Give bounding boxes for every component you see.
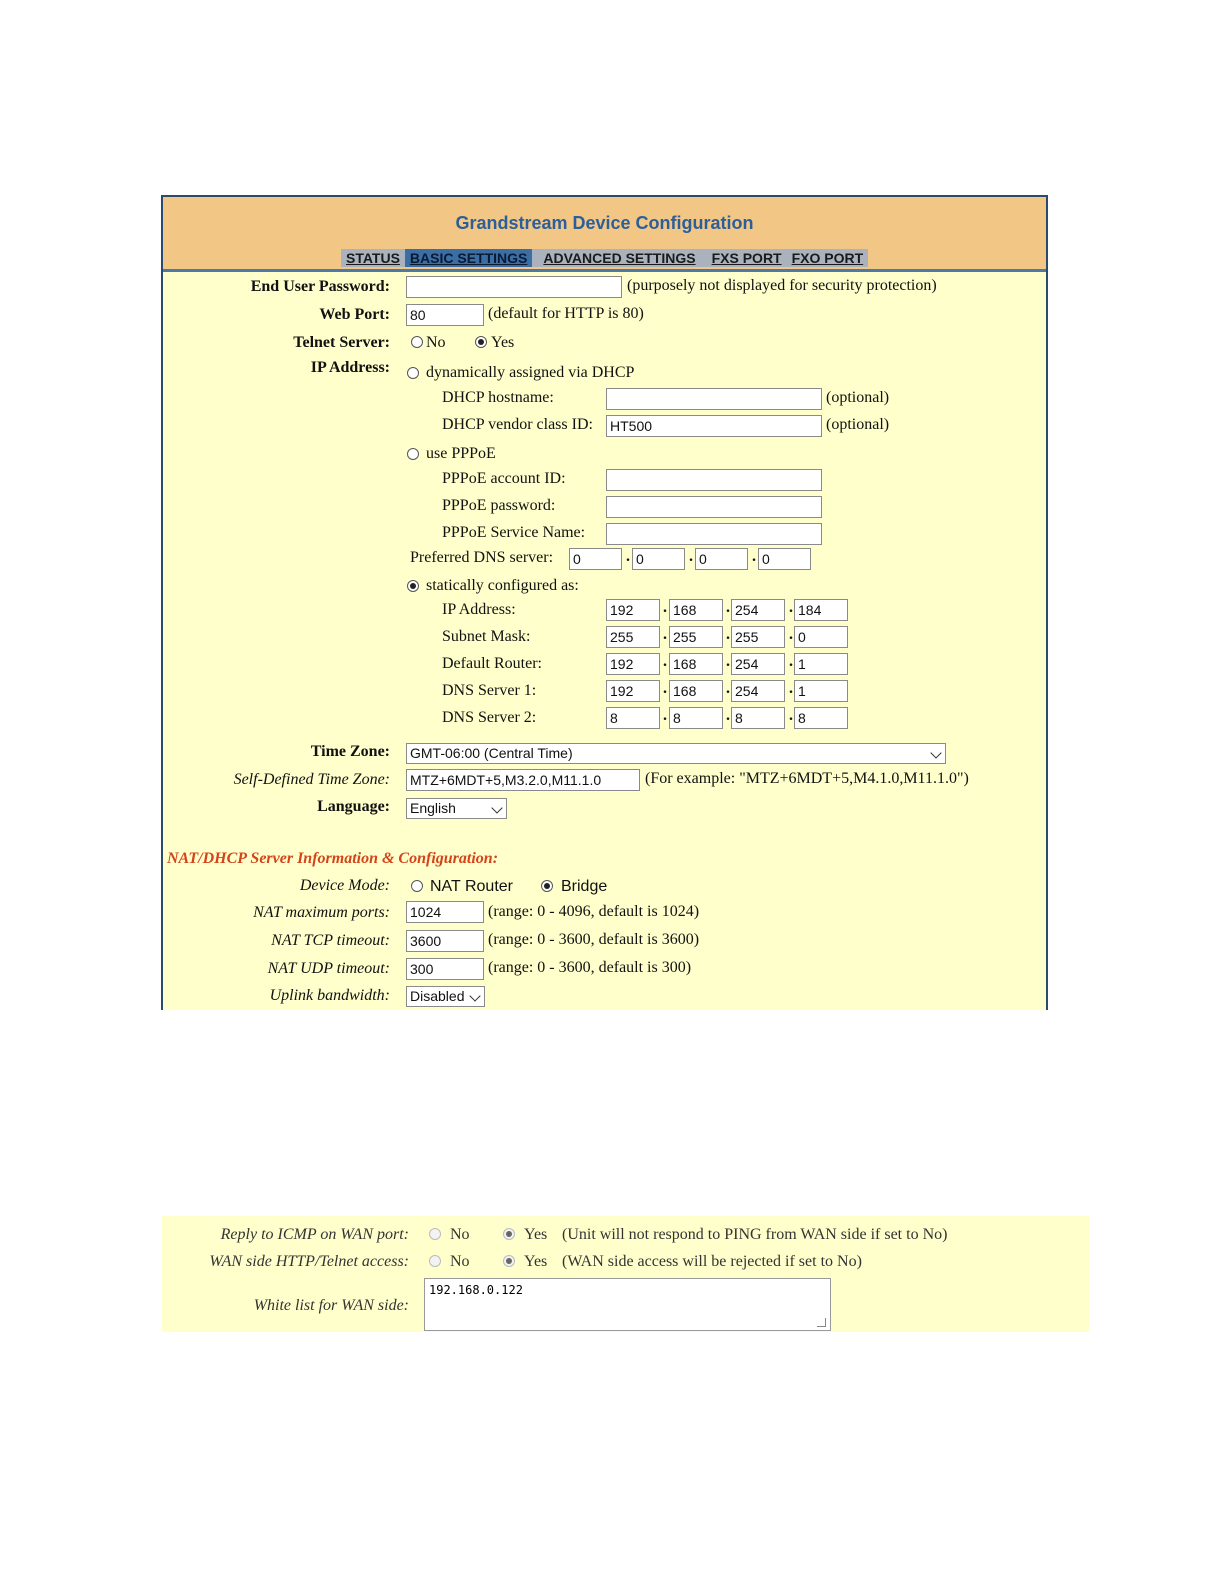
octet-separator: .	[789, 680, 793, 697]
dns1-octet-4[interactable]	[794, 680, 848, 702]
subnet-octet-4[interactable]	[794, 626, 848, 648]
timezone-label: Time Zone:	[310, 743, 390, 760]
uplink-select[interactable]	[406, 986, 485, 1007]
telnet-no-radio[interactable]	[411, 336, 423, 348]
nav-tabs	[341, 249, 868, 267]
tab-status[interactable]: STATUS	[346, 250, 400, 266]
wan-access-no-label: No	[450, 1253, 470, 1270]
pppoe-radio[interactable]	[407, 448, 419, 460]
self-tz-label: Self-Defined Time Zone:	[233, 771, 390, 788]
dhcp-hostname-note: (optional)	[826, 389, 890, 406]
web-port-label: Web Port:	[319, 306, 390, 323]
telnet-no-label: No	[426, 334, 446, 351]
wan-access-note: (WAN side access will be rejected if set to No)	[562, 1253, 862, 1270]
static-ip-octet-1[interactable]	[606, 599, 660, 621]
web-port-note: (default for HTTP is 80)	[488, 305, 644, 322]
icmp-no-label: No	[450, 1226, 470, 1243]
telnet-yes-label: Yes	[491, 334, 515, 351]
icmp-label: Reply to ICMP on WAN port:	[220, 1226, 409, 1243]
static-ip-label: IP Address:	[442, 601, 516, 618]
subnet-octet-3[interactable]	[731, 626, 785, 648]
octet-separator: .	[726, 599, 730, 616]
nat-max-ports-label: NAT maximum ports:	[253, 904, 390, 921]
octet-separator: .	[726, 653, 730, 670]
preferred-dns-octet-4[interactable]	[758, 548, 811, 570]
dns2-octet-1[interactable]	[606, 707, 660, 729]
header-bar	[163, 197, 1046, 272]
timezone-value: GMT-06:00 (Central Time)	[410, 745, 573, 761]
dhcp-vendor-field[interactable]	[606, 415, 822, 437]
preferred-dns-octet-2[interactable]	[632, 548, 685, 570]
uplink-value: Disabled	[410, 988, 465, 1004]
static-label: statically configured as:	[426, 577, 579, 594]
password-field[interactable]	[406, 276, 622, 298]
whitelist-label: White list for WAN side:	[253, 1297, 409, 1314]
octet-separator: .	[663, 680, 667, 697]
subnet-octet-2[interactable]	[669, 626, 723, 648]
icmp-no-radio[interactable]	[429, 1228, 441, 1240]
language-value: English	[410, 800, 456, 816]
pppoe-label: use PPPoE	[426, 445, 496, 462]
dhcp-vendor-note: (optional)	[826, 416, 890, 433]
dhcp-vendor-label: DHCP vendor class ID:	[442, 416, 593, 433]
pppoe-account-field[interactable]	[606, 469, 822, 491]
password-label: End User Password:	[250, 278, 390, 295]
preferred-dns-label: Preferred DNS server:	[410, 549, 554, 566]
octet-separator: .	[663, 707, 667, 724]
router-octet-2[interactable]	[669, 653, 723, 675]
chevron-down-icon	[491, 802, 502, 813]
nat-tcp-note: (range: 0 - 3600, default is 3600)	[488, 931, 700, 948]
nat-router-label: NAT Router	[430, 878, 513, 895]
octet-separator: .	[663, 653, 667, 670]
chevron-down-icon	[930, 747, 941, 758]
uplink-label: Uplink bandwidth:	[269, 987, 390, 1004]
static-ip-octet-2[interactable]	[669, 599, 723, 621]
dhcp-label: dynamically assigned via DHCP	[426, 364, 635, 381]
octet-separator: .	[663, 599, 667, 616]
router-octet-3[interactable]	[731, 653, 785, 675]
wan-panel	[162, 1216, 1089, 1332]
telnet-label: Telnet Server:	[293, 334, 390, 351]
octet-separator: .	[726, 680, 730, 697]
config-panel	[161, 195, 1048, 1010]
dns2-label: DNS Server 2:	[442, 709, 537, 726]
tab-basic-settings[interactable]: BASIC SETTINGS	[405, 249, 532, 267]
self-tz-note: (For example: "MTZ+6MDT+5,M4.1.0,M11.1.0")	[645, 770, 969, 787]
dhcp-hostname-label: DHCP hostname:	[442, 389, 554, 406]
subnet-octet-1[interactable]	[606, 626, 660, 648]
dns1-label: DNS Server 1:	[442, 682, 537, 699]
telnet-yes-radio[interactable]	[475, 336, 487, 348]
dhcp-hostname-field[interactable]	[606, 388, 822, 410]
web-port-field[interactable]	[406, 304, 484, 326]
octet-separator: .	[689, 548, 693, 565]
password-note: (purposely not displayed for security protection)	[627, 277, 937, 294]
octet-separator: .	[789, 599, 793, 616]
router-octet-1[interactable]	[606, 653, 660, 675]
chevron-down-icon	[469, 990, 480, 1001]
router-octet-4[interactable]	[794, 653, 848, 675]
dns2-octet-2[interactable]	[669, 707, 723, 729]
subnet-label: Subnet Mask:	[442, 628, 531, 645]
pppoe-password-label: PPPoE password:	[442, 497, 556, 514]
wan-access-yes-radio[interactable]	[503, 1255, 515, 1267]
bridge-label: Bridge	[561, 878, 608, 895]
nat-udp-label: NAT UDP timeout:	[267, 960, 390, 977]
tab-fxs-port[interactable]: FXS PORT	[711, 250, 782, 266]
dns1-octet-3[interactable]	[731, 680, 785, 702]
octet-separator: .	[789, 653, 793, 670]
static-ip-octet-3[interactable]	[731, 599, 785, 621]
nat-tcp-field[interactable]	[406, 930, 484, 952]
pppoe-service-label: PPPoE Service Name:	[442, 524, 586, 541]
bridge-radio[interactable]	[541, 880, 553, 892]
language-label: Language:	[317, 798, 390, 815]
icmp-note: (Unit will not respond to PING from WAN side if set to No)	[562, 1226, 948, 1243]
octet-separator: .	[789, 626, 793, 643]
ip-address-label: IP Address:	[310, 359, 390, 376]
nat-router-radio[interactable]	[411, 880, 423, 892]
dhcp-radio[interactable]	[407, 367, 419, 379]
nat-max-ports-field[interactable]	[406, 901, 484, 923]
pppoe-account-label: PPPoE account ID:	[442, 470, 566, 487]
wan-access-label: WAN side HTTP/Telnet access:	[209, 1253, 409, 1270]
wan-access-yes-label: Yes	[524, 1253, 548, 1270]
nat-tcp-label: NAT TCP timeout:	[271, 932, 390, 949]
resize-handle-icon[interactable]	[817, 1318, 826, 1327]
preferred-dns-octet-3[interactable]	[695, 548, 748, 570]
wan-access-no-radio[interactable]	[429, 1255, 441, 1267]
router-label: Default Router:	[442, 655, 542, 672]
pppoe-password-field[interactable]	[606, 496, 822, 518]
tab-fxo-port[interactable]: FXO PORT	[791, 250, 864, 266]
octet-separator: .	[726, 626, 730, 643]
static-ip-octet-4[interactable]	[794, 599, 848, 621]
language-select[interactable]	[406, 798, 507, 819]
octet-separator: .	[626, 548, 630, 565]
page-title: Grandstream Device Configuration	[455, 213, 754, 233]
dns2-octet-4[interactable]	[794, 707, 848, 729]
self-tz-field[interactable]	[406, 769, 640, 791]
tab-advanced-settings[interactable]: ADVANCED SETTINGS	[543, 250, 696, 266]
nat-udp-field[interactable]	[406, 958, 484, 980]
nat-udp-note: (range: 0 - 3600, default is 300)	[488, 959, 692, 976]
octet-separator: .	[726, 707, 730, 724]
icmp-yes-radio[interactable]	[503, 1228, 515, 1240]
nat-max-ports-note: (range: 0 - 4096, default is 1024)	[488, 903, 700, 920]
icmp-yes-label: Yes	[524, 1226, 548, 1243]
dns1-octet-1[interactable]	[606, 680, 660, 702]
octet-separator: .	[752, 548, 756, 565]
device-mode-label: Device Mode:	[299, 877, 390, 894]
preferred-dns-octet-1[interactable]	[569, 548, 622, 570]
octet-separator: .	[789, 707, 793, 724]
dns2-octet-3[interactable]	[731, 707, 785, 729]
dns1-octet-2[interactable]	[669, 680, 723, 702]
timezone-select[interactable]	[406, 743, 946, 764]
static-radio[interactable]	[407, 580, 419, 592]
nat-section-title: NAT/DHCP Server Information & Configuration:	[167, 850, 499, 867]
whitelist-textarea[interactable]	[424, 1278, 831, 1331]
pppoe-service-field[interactable]	[606, 523, 822, 545]
octet-separator: .	[663, 626, 667, 643]
